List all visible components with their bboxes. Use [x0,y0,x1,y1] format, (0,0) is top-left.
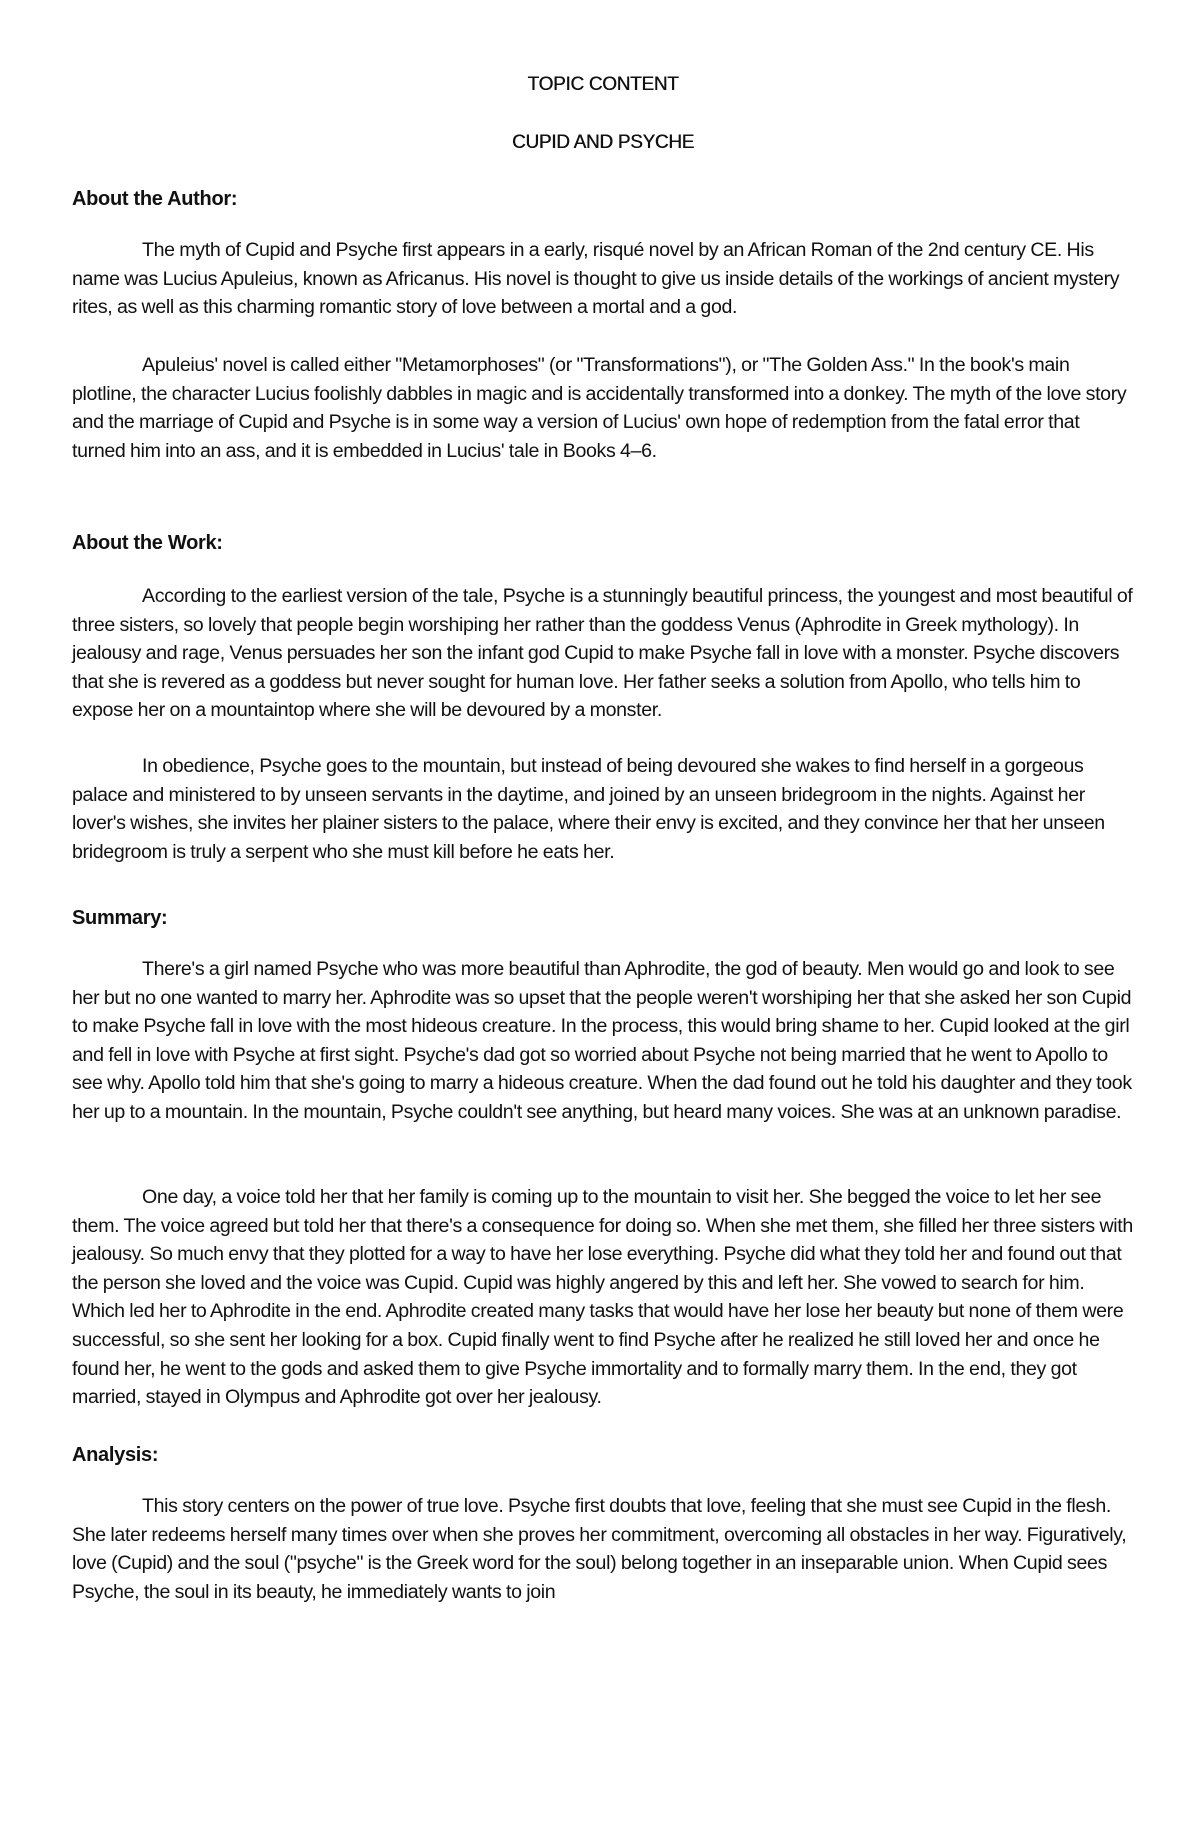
work-paragraph-2: In obedience, Psyche goes to the mountain, but instead of being devoured she wakes to find herself in a gorgeous palace and ministered to by unseen servants in the daytime, and joined by an unseen bridegroom in the nights. Against her lover's wishes, she invites her plainer sisters to the palace, where their envy is excited, and they convince her that her unseen bridegroom is truly a serpent who she must kill before he eats her. [72,755,1105,863]
author-paragraph-2: Apuleius' novel is called either "Metamorphoses" (or "Transformations"), or "The Golden Ass." In the book's main plotline, the character Lucius foolishly dabbles in magic and is accidentally transformed into a donkey. The myth of the love story and the marriage of Cupid and Psyche is in some way a version of Lucius' own hope of redemption from the fatal error that turned him into an ass, and it is embedded in Lucius' tale in Books 4–6. [72,354,1127,462]
work-paragraph-1: According to the earliest version of the tale, Psyche is a stunningly beautiful princess, the youngest and most beautiful of three sisters, so lovely that people begin worshiping her rather than the goddess Venus (Aphrodite in Greek mythology). In jealousy and rage, Venus persuades her son the infant god Cupid to make Psyche fall in love with a monster. Psyche discovers that she is revered as a goddess but never sought for human love. Her father seeks a solution from Apollo, who tells him to expose her on a mountaintop where she will be devoured by a monster. [72,585,1133,722]
analysis-paragraph-1: This story centers on the power of true love. Psyche first doubts that love, feeling that she must see Cupid in the flesh. She later redeems herself many times over when she proves her commitment, overcoming all obstacles in her way. Figuratively, love (Cupid) and the soul ("psyche" is the Greek word for the soul) belong together in an inseparable union. When Cupid sees Psyche, the soul in its beauty, he immediately wants to join [72,1495,1127,1603]
story-title: CUPID AND PSYCHE [511,132,695,153]
section-heading-analysis: Analysis: [72,1444,159,1466]
topic-title: TOPIC CONTENT [527,74,679,95]
summary-paragraph-1: There's a girl named Psyche who was more beautiful than Aphrodite, the god of beauty. Men would go and look to see her but no one wanted to marry her. Aphrodite was so upset that the people weren't worshiping her that she asked her son Cupid to make Psyche fall in love with the most hideous creature. In the process, this would bring shame to her. Cupid looked at the girl and fell in love with Psyche at first sight. Psyche's dad got so worried about Psyche not being married that he went to Apollo to see why. Apollo told him that she's going to marry a hideous creature. When the dad found out he told his daughter and they took her up to a mountain. In the mountain, Psyche couldn't see anything, but heard many voices. She was at an unknown paradise. [72,958,1132,1123]
summary-paragraph-2: One day, a voice told her that her family is coming up to the mountain to visit her. She begged the voice to let her see them. The voice agreed but told her that there's a consequence for doing so. When she met them, she filled her three sisters with jealousy. So much envy that they plotted for a way to have her lose everything. Psyche did what they told her and found out that the person she loved and the voice was Cupid. Cupid was highly angered by this and left her. She vowed to search for him. Which led her to Aphrodite in the end. Aphrodite created many tasks that would have her lose her beauty but none of them were successful, so she sent her looking for a box. Cupid finally went to find Psyche after he realized he still loved her and once he found her, he went to the gods and asked them to give Psyche immortality and to formally marry them. In the end, they got married, stayed in Olympus and Aphrodite got over her jealousy. [72,1186,1133,1409]
author-paragraph-1: The myth of Cupid and Psyche first appears in a early, risqué novel by an African Roman of the 2nd century CE. His name was Lucius Apuleius, known as Africanus. His novel is thought to give us inside details of the workings of ancient mystery rites, as well as this charming romantic story of love between a mortal and a god. [72,239,1120,319]
section-heading-about-work: About the Work: [72,532,223,554]
section-heading-summary: Summary: [72,907,168,929]
section-heading-about-author: About the Author: [72,188,238,210]
